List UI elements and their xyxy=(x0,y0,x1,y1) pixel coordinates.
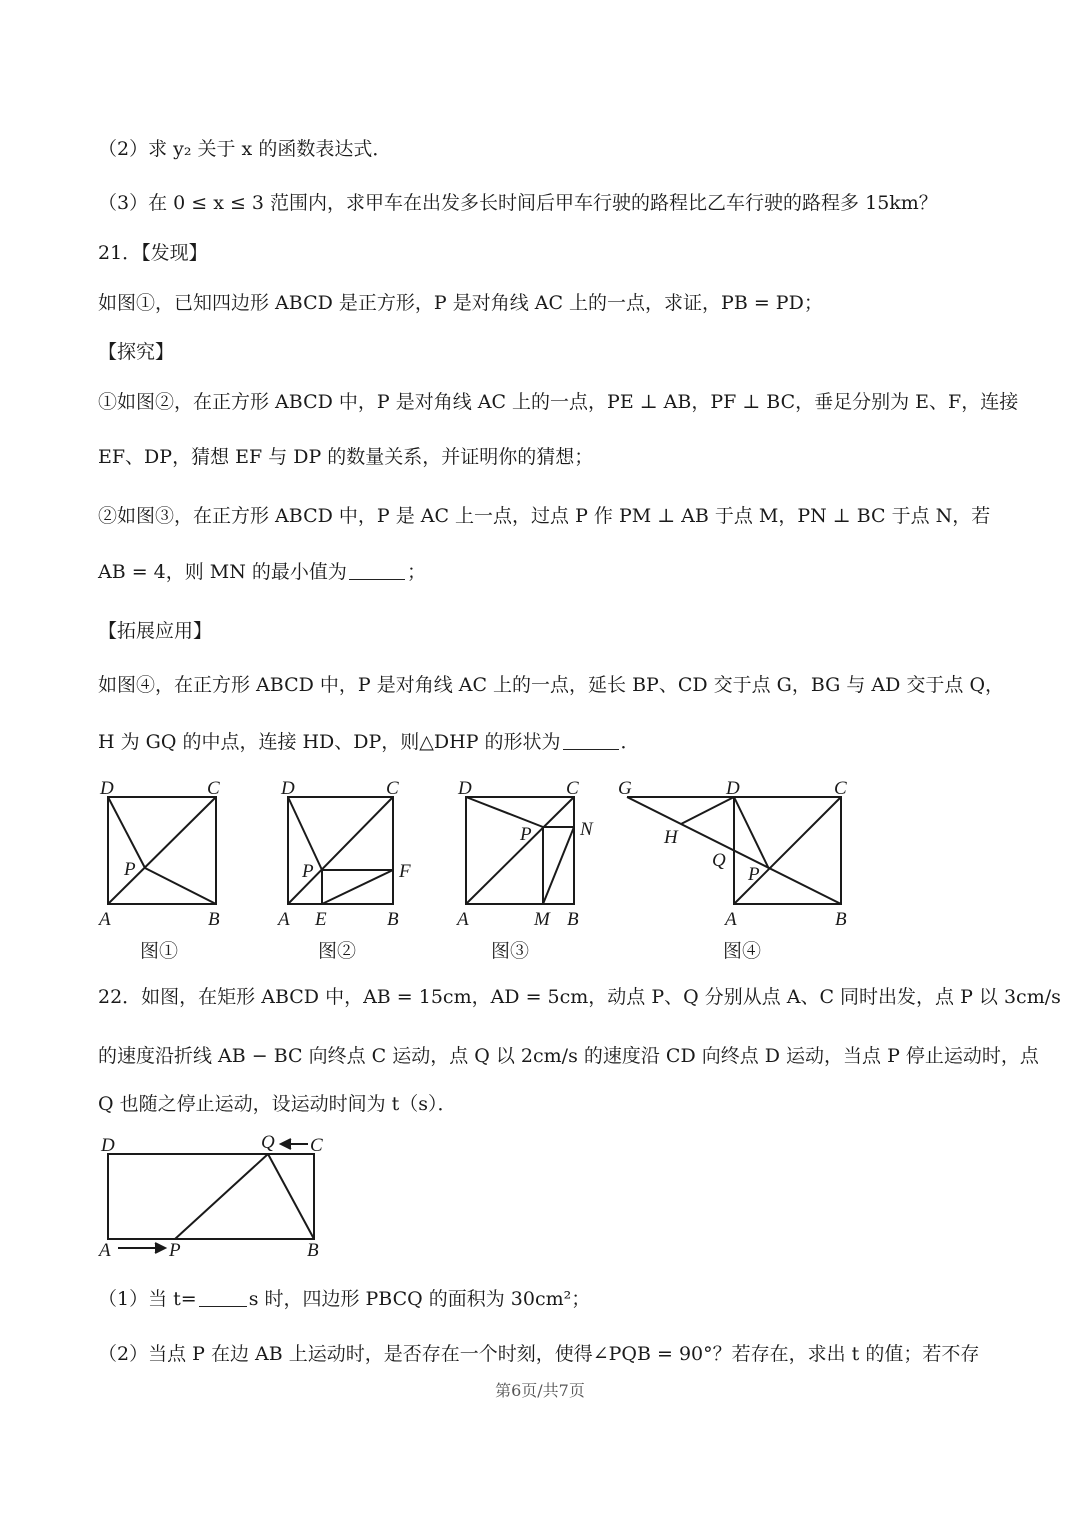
figure-3 xyxy=(455,775,615,975)
q21-explore-2b-text: AB = 4，则 MN 的最小值为 xyxy=(98,561,347,583)
q22-part1-suffix: s 时，四边形 PBCQ 的面积为 30cm²； xyxy=(248,1288,591,1310)
fig1-label-p: P xyxy=(124,859,136,880)
q21-heading: 21．【发现】 xyxy=(98,242,208,264)
answer-blank[interactable] xyxy=(199,1306,247,1307)
fig3-caption: 图③ xyxy=(491,940,530,962)
answer-blank[interactable] xyxy=(563,749,619,750)
fig1-label-b: B xyxy=(208,909,220,930)
fig3-label-b: B xyxy=(567,909,579,930)
fig2-label-f: F xyxy=(399,861,411,882)
fig1-label-d: D xyxy=(100,778,114,799)
fig4-label-c: C xyxy=(834,778,847,799)
q22-label-q: Q xyxy=(261,1132,275,1153)
q21-explore-1b: EF、DP，猜想 EF 与 DP 的数量关系，并证明你的猜想； xyxy=(98,446,594,468)
fig3-segment-dp xyxy=(466,797,543,827)
q21-extend-text: 如图④，在正方形 ABCD 中，P 是对角线 AC 上的一点，延长 BP、CD 交于点 G，BG 与 AD 交于点 Q， xyxy=(98,674,1005,696)
q22-text-2: 的速度沿折线 AB − BC 向终点 C 运动，点 Q 以 2cm/s 的速度沿 CD 向终点 D 运动，当点 P 停止运动时，点 xyxy=(98,1045,1039,1067)
figure-4 xyxy=(610,775,860,975)
fig4-label-q: Q xyxy=(712,850,726,871)
q22-label-c: C xyxy=(310,1135,323,1156)
q22-part1-prefix: （1）当 t= xyxy=(98,1288,197,1310)
fig2-label-a: A xyxy=(278,909,290,930)
fig3-diagonal-ac xyxy=(466,797,574,904)
fig1-diagonal-ac xyxy=(108,797,216,904)
fig3-segment-mn xyxy=(543,827,574,904)
fig3-label-n: N xyxy=(580,819,593,840)
q22-segment-pq xyxy=(175,1154,268,1239)
q22-label-a: A xyxy=(99,1240,111,1261)
fig2-label-p: P xyxy=(302,861,314,882)
q22-segment-qb xyxy=(268,1154,314,1239)
fig4-label-b: B xyxy=(835,909,847,930)
fig2-label-b: B xyxy=(387,909,399,930)
q22-part2: （2）当点 P 在边 AB 上运动时，是否存在一个时刻，使得∠PQB = 90°？若存在，求出 t 的值；若不存 xyxy=(98,1343,980,1365)
fig2-label-d: D xyxy=(281,778,295,799)
fig3-label-a: A xyxy=(457,909,469,930)
q21-explore-2: ②如图③，在正方形 ABCD 中，P 是 AC 上一点，过点 P 作 PM ⊥ AB 于点 M，PN ⊥ BC 于点 N，若 xyxy=(98,505,991,527)
q21-explore-2b xyxy=(98,563,426,582)
q21-extend-text-b xyxy=(98,733,640,752)
q21-discover-text: 如图①，已知四边形 ABCD 是正方形，P 是对角线 AC 上的一点，求证，PB = PD； xyxy=(98,292,823,314)
fig2-segment-dp xyxy=(288,797,322,870)
q22-text-3: Q 也随之停止运动，设运动时间为 t（s）． xyxy=(98,1093,457,1115)
q22-part1 xyxy=(98,1290,590,1309)
fig4-label-h: H xyxy=(664,827,678,848)
q20-part2: （2）求 y₂ 关于 x 的函数表达式． xyxy=(98,138,392,160)
q21-explore-2b-end: ； xyxy=(406,561,426,583)
q22-text-1: 22．如图，在矩形 ABCD 中，AB = 15cm，AD = 5cm，动点 P、Q 分别从点 A、C 同时出发，点 P 以 3cm/s xyxy=(98,986,1061,1008)
fig1-label-c: C xyxy=(207,778,220,799)
q21-extend-text-b-end: ． xyxy=(620,731,640,753)
fig3-label-d: D xyxy=(458,778,472,799)
fig4-diagonal-ac xyxy=(734,797,841,904)
page-footer: 第6页/共7页 xyxy=(495,1381,585,1400)
fig4-label-a: A xyxy=(725,909,737,930)
q20-part3: （3）在 0 ≤ x ≤ 3 范围内，求甲车在出发多长时间后甲车行驶的路程比乙车行驶的路程多 15km？ xyxy=(98,192,938,214)
q22-rectangle xyxy=(108,1154,314,1239)
fig1-segment-dp xyxy=(108,797,145,868)
fig4-label-g: G xyxy=(618,778,632,799)
fig4-caption: 图④ xyxy=(723,940,762,962)
figure-2 xyxy=(275,775,435,975)
figure-q22-rectangle xyxy=(95,1130,345,1265)
q21-extend-text-b-main: H 为 GQ 的中点，连接 HD、DP，则△DHP 的形状为 xyxy=(98,731,561,753)
fig2-segment-ef xyxy=(322,870,393,904)
q21-extend-heading: 【拓展应用】 xyxy=(98,620,213,642)
q22-label-d: D xyxy=(101,1135,115,1156)
q22-arrow-q-head xyxy=(281,1139,291,1149)
fig2-label-c: C xyxy=(386,778,399,799)
q21-explore-1: ①如图②，在正方形 ABCD 中，P 是对角线 AC 上的一点，PE ⊥ AB，PF ⊥ BC，垂足分别为 E、F，连接 xyxy=(98,391,1019,413)
fig3-label-c: C xyxy=(566,778,579,799)
fig4-label-p: P xyxy=(748,864,760,885)
fig3-label-p: P xyxy=(520,824,532,845)
fig3-label-m: M xyxy=(534,909,550,930)
fig4-segment-hd xyxy=(681,797,734,824)
fig1-caption: 图① xyxy=(140,940,179,962)
fig2-diagonal-ac xyxy=(288,797,393,904)
q22-label-b: B xyxy=(307,1240,319,1261)
fig2-label-e: E xyxy=(315,909,327,930)
q21-explore-heading: 【探究】 xyxy=(98,341,175,363)
fig1-label-a: A xyxy=(99,909,111,930)
q22-arrow-p-head xyxy=(155,1243,165,1253)
figure-1 xyxy=(95,775,235,975)
q22-label-p: P xyxy=(169,1240,181,1261)
answer-blank[interactable] xyxy=(349,579,405,580)
fig1-segment-pb xyxy=(145,868,216,904)
fig2-caption: 图② xyxy=(318,940,357,962)
fig4-label-d: D xyxy=(726,778,740,799)
